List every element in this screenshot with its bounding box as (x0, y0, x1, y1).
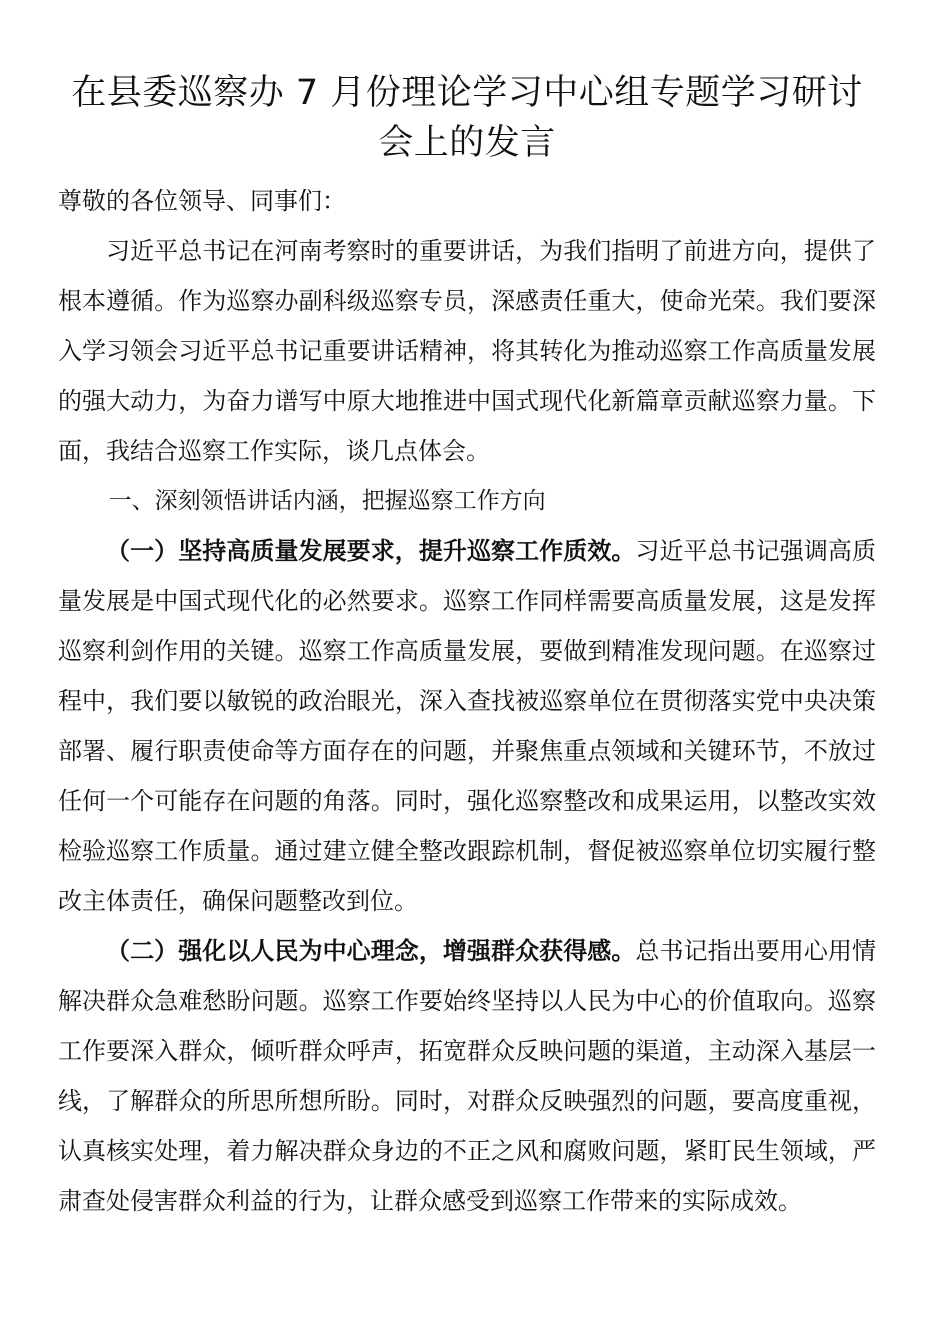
subsection-lead-1: （一）坚持高质量发展要求，提升巡察工作质效。 (106, 537, 636, 565)
subsection-paragraph-2 (58, 926, 876, 1226)
subsection-body-2: 总书记指出要用心用情解决群众急难愁盼问题。巡察工作要始终坚持以人民为中心的价值取向。巡察工作要深入群众，倾听群众呼声，拓宽群众反映问题的渠道，主动深入基层一线，了解群众的所思所想所盼。同时，对群众反映强烈的问题，要高度重视，认真核实处理，着力解决群众身边的不正之风和腐败问题，紧盯民生领域，严肃查处侵害群众利益的行为，让群众感受到巡察工作带来的实际成效。 (58, 937, 877, 1215)
intro-paragraph: 习近平总书记在河南考察时的重要讲话，为我们指明了前进方向，提供了根本遵循。作为巡察办副科级巡察专员，深感责任重大，使命光荣。我们要深入学习领会习近平总书记重要讲话精神，将其转化为推动巡察工作高质量发展的强大动力，为奋力谱写中原大地推进中国式现代化新篇章贡献巡察力量。下面，我结合巡察工作实际，谈几点体会。 (58, 237, 876, 465)
subsection-body-1: 习近平总书记强调高质量发展是中国式现代化的必然要求。巡察工作同样需要高质量发展，这是发挥巡察利剑作用的关键。巡察工作高质量发展，要做到精准发现问题。在巡察过程中，我们要以敏锐的政治眼光，深入查找被巡察单位在贯彻落实党中央决策部署、履行职责使命等方面存在的问题，并聚焦重点领域和关键环节，不放过任何一个可能存在问题的角落。同时，强化巡察整改和成果运用，以整改实效检验巡察工作质量。通过建立健全整改跟踪机制，督促被巡察单位切实履行整改主体责任，确保问题整改到位。 (58, 537, 877, 915)
subsection-lead-2: （二）强化以人民为中心理念，增强群众获得感。 (106, 937, 636, 965)
document-title: 在县委巡察办 7 月份理论学习中心组专题学习研讨会上的发言 (71, 73, 863, 163)
salutation: 尊敬的各位领导、同事们： (58, 187, 346, 215)
section-heading-1: 一、深刻领悟讲话内涵，把握巡察工作方向 (108, 488, 546, 514)
subsection-paragraph-1 (58, 526, 876, 926)
